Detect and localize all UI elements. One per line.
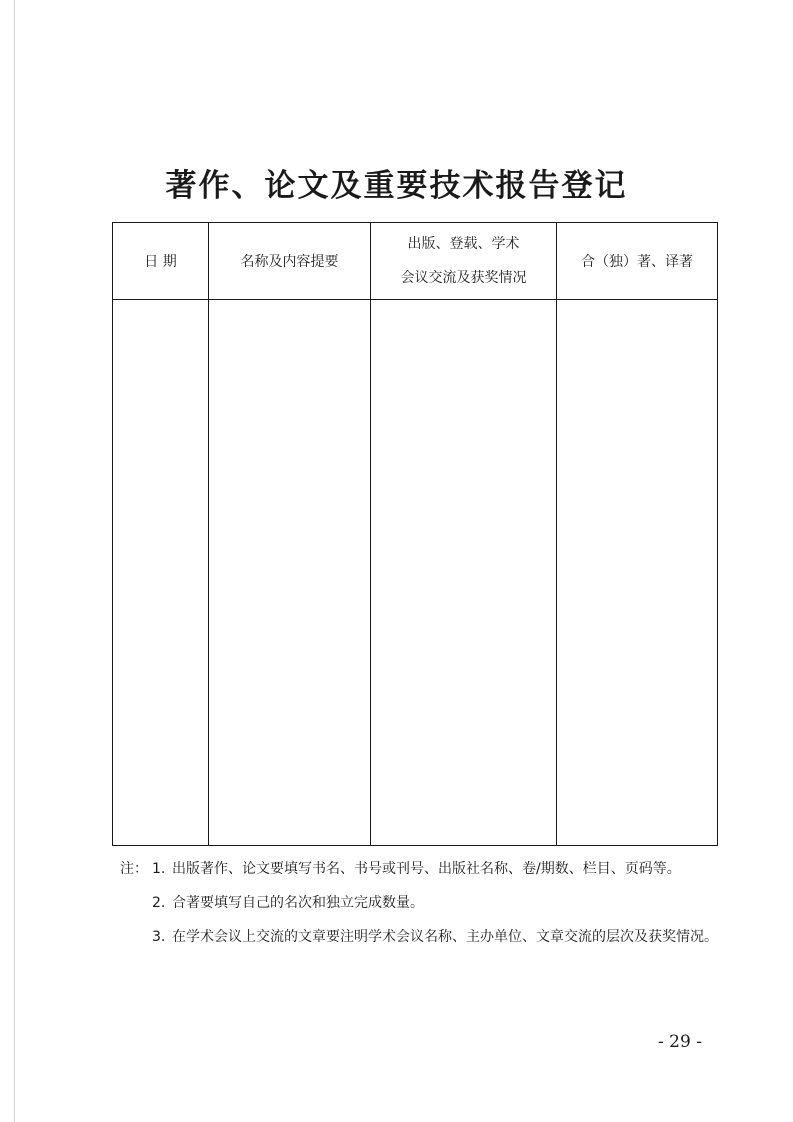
header-publication-line2: 会议交流及获奖情况: [400, 270, 527, 286]
date-cell[interactable]: [113, 300, 209, 846]
notes-prefix: 注：: [120, 861, 148, 877]
header-date: 日 期: [113, 223, 209, 300]
name-summary-cell[interactable]: [209, 300, 371, 846]
note-number: 1.: [152, 861, 166, 877]
header-publication: [371, 223, 557, 300]
notes-section: [120, 856, 720, 958]
authorship-cell[interactable]: [557, 300, 718, 846]
page-number: - 29 -: [658, 1032, 702, 1052]
note-text: 合著要填写自己的名次和独立完成数量。: [172, 895, 424, 911]
table-row: [113, 300, 718, 846]
note-item: [120, 924, 720, 950]
note-item: [120, 856, 720, 882]
note-number: 2.: [152, 895, 166, 911]
header-authorship: 合（独）著、译著: [557, 223, 718, 300]
registration-table: [112, 222, 718, 846]
note-text: 在学术会议上交流的文章要注明学术会议名称、主办单位、文章交流的层次及获奖情况。: [172, 929, 718, 945]
publication-cell[interactable]: [371, 300, 557, 846]
note-item: [120, 890, 720, 916]
header-publication-line1: 出版、登载、学术: [407, 236, 520, 252]
header-name-summary: 名称及内容提要: [209, 223, 371, 300]
note-text: 出版著作、论文要填写书名、书号或刊号、出版社名称、卷/期数、栏目、页码等。: [172, 861, 681, 877]
note-number: 3.: [152, 929, 166, 945]
table-header-row: [113, 223, 718, 300]
page-title: 著作、论文及重要技术报告登记: [165, 168, 628, 204]
